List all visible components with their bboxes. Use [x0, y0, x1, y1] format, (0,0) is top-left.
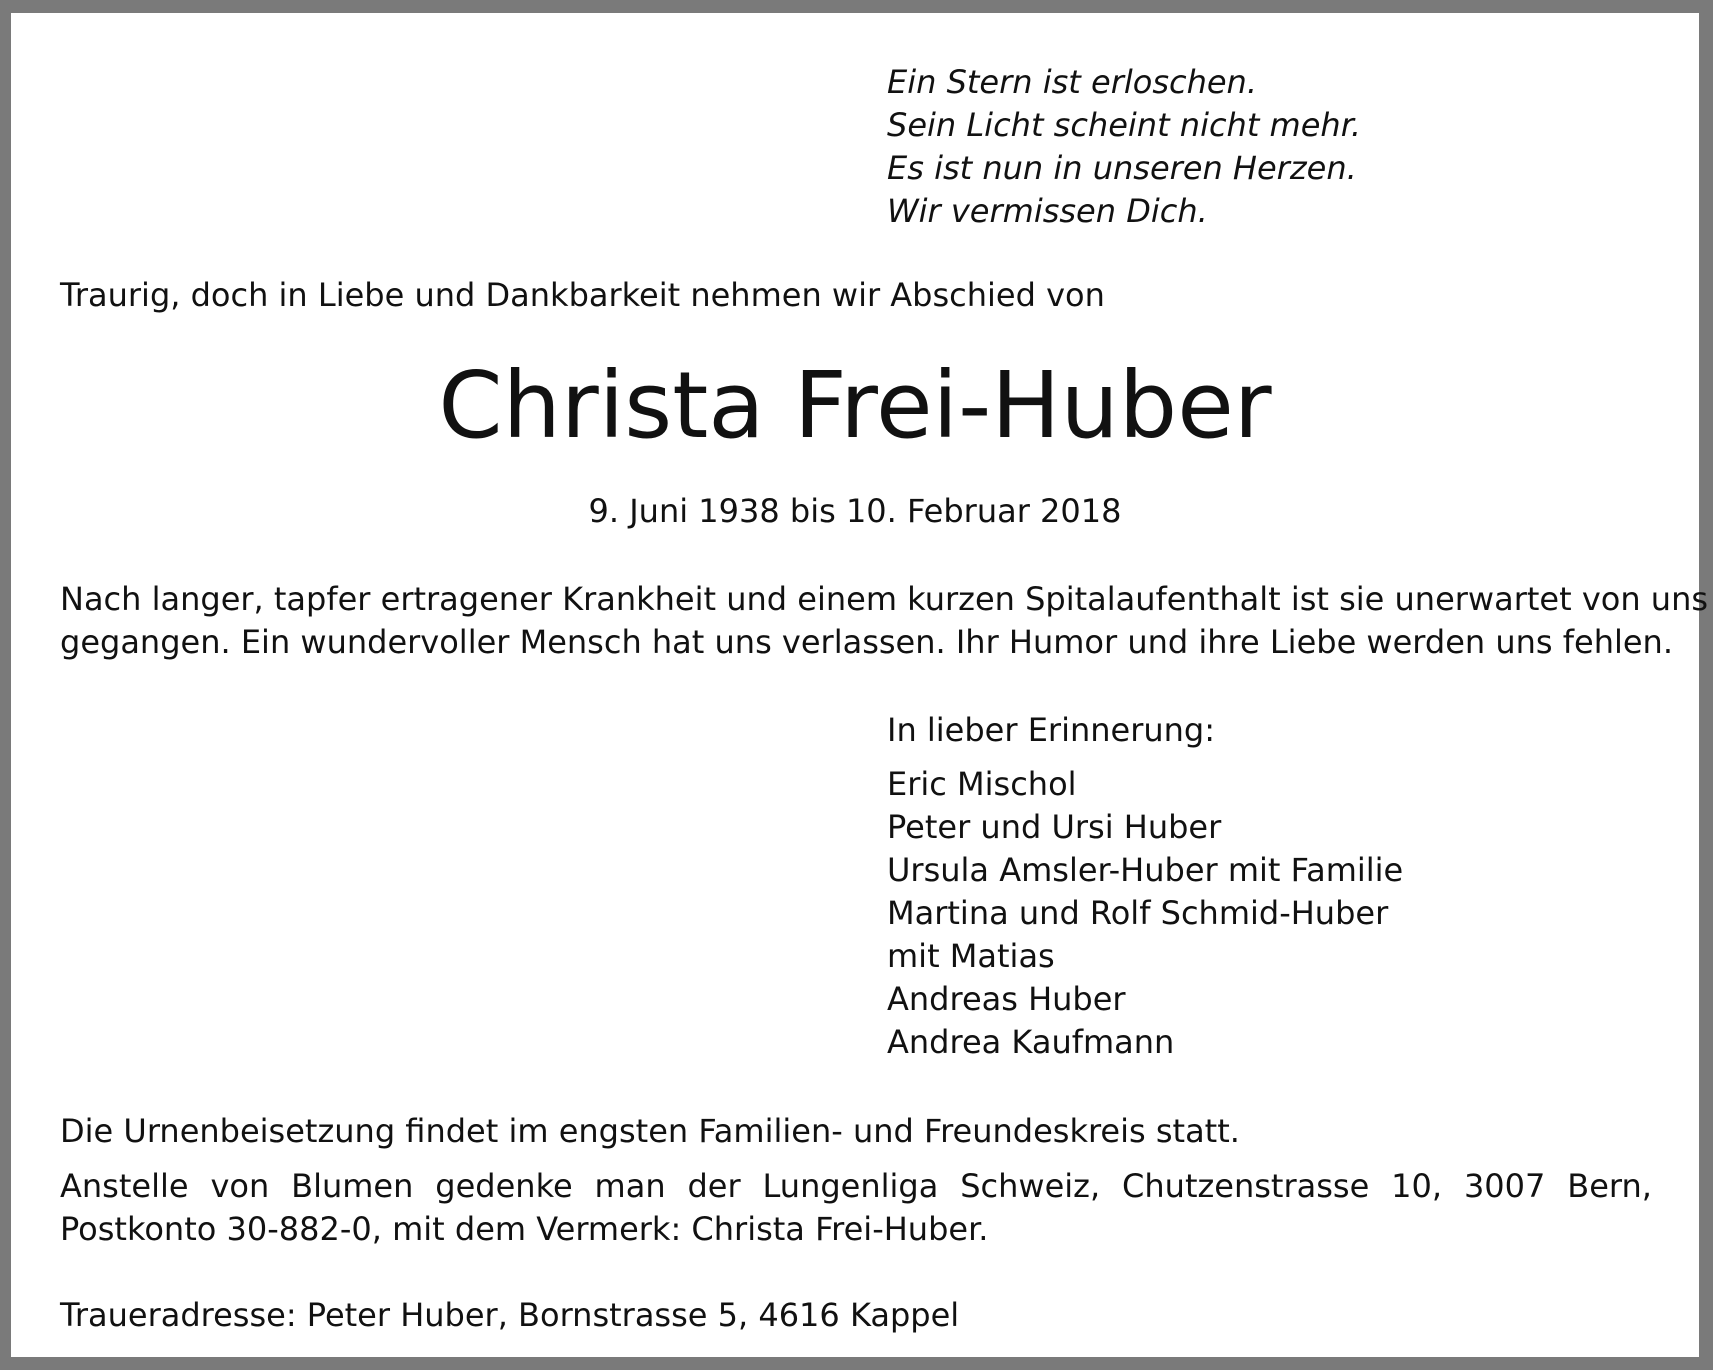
donation-word: Blumen	[291, 1167, 414, 1205]
donation-word: man	[594, 1167, 666, 1205]
family-member: mit Matias	[887, 937, 1055, 975]
poem-line: Sein Licht scheint nicht mehr.	[887, 106, 1362, 144]
mourning-address: Traueradresse: Peter Huber, Bornstrasse 5, 4616 Kappel	[60, 1296, 960, 1334]
family-member: Martina und Rolf Schmid-Huber	[887, 894, 1389, 932]
family-member: Andrea Kaufmann	[887, 1023, 1175, 1061]
donation-word: Bern,	[1567, 1167, 1652, 1205]
notice-paragraph	[60, 578, 1709, 664]
notice-line: gegangen. Ein wundervoller Mensch hat uns verlassen. Ihr Humor und ihre Liebe werden uns fehlen.	[60, 623, 1673, 661]
family-list	[887, 763, 1403, 1064]
notice-line: Nach langer, tapfer ertragener Krankheit und einem kurzen Spitalaufenthalt ist sie unerwartet von uns	[60, 580, 1709, 618]
donation-line-1	[60, 1165, 1652, 1208]
donation-word: der	[687, 1167, 741, 1205]
family-member: Andreas Huber	[887, 980, 1126, 1018]
life-dates: 9. Juni 1938 bis 10. Februar 2018	[588, 492, 1122, 530]
memory-heading: In lieber Erinnerung:	[887, 711, 1216, 749]
poem-line: Es ist nun in unseren Herzen.	[887, 149, 1357, 187]
donation-word: Lungenliga	[762, 1167, 939, 1205]
donation-word: Anstelle	[60, 1167, 189, 1205]
donation-word: Schweiz,	[960, 1167, 1101, 1205]
poem	[887, 61, 1361, 233]
obituary-page	[11, 13, 1709, 1357]
donation-word: Chutzenstrasse	[1122, 1167, 1370, 1205]
burial-notice: Die Urnenbeisetzung findet im engsten Familien- und Freundeskreis statt.	[60, 1112, 1240, 1150]
donation-word: gedenke	[435, 1167, 573, 1205]
poem-line: Ein Stern ist erloschen.	[887, 63, 1257, 101]
family-member: Ursula Amsler-Huber mit Familie	[887, 851, 1404, 889]
family-member: Peter und Ursi Huber	[887, 808, 1222, 846]
intro-text: Traurig, doch in Liebe und Dankbarkeit nehmen wir Abschied von	[60, 276, 1105, 314]
donation-paragraph	[60, 1165, 1652, 1251]
donation-word: 10,	[1391, 1167, 1443, 1205]
donation-line-2: Postkonto 30-882-0, mit dem Vermerk: Christa Frei-Huber.	[60, 1210, 989, 1248]
family-member: Eric Mischol	[887, 765, 1077, 803]
donation-word: 3007	[1463, 1167, 1546, 1205]
donation-word: von	[210, 1167, 270, 1205]
deceased-name: Christa Frei-Huber	[438, 352, 1272, 459]
poem-line: Wir vermissen Dich.	[887, 192, 1208, 230]
